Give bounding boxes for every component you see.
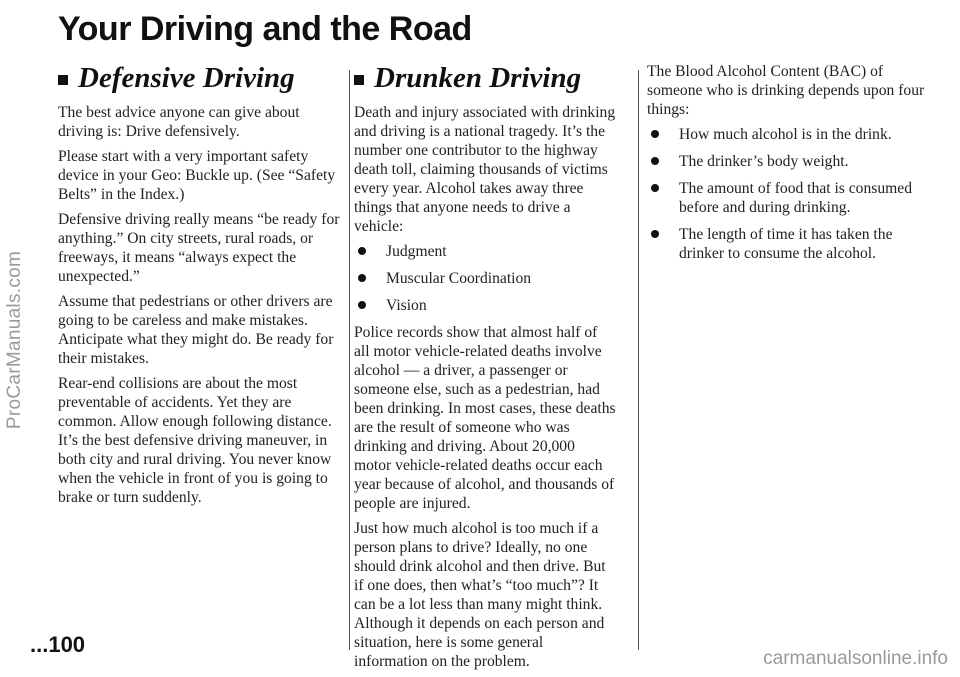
bullet-dot-icon bbox=[358, 301, 366, 309]
drunken-driving-section bbox=[354, 62, 616, 677]
square-bullet-icon bbox=[58, 75, 68, 85]
list-item bbox=[647, 152, 937, 171]
column-divider-1 bbox=[349, 70, 350, 650]
bullet-dot-icon bbox=[358, 274, 366, 282]
side-watermark-text: ProCarManuals.com bbox=[4, 250, 25, 430]
page-title: Your Driving and the Road bbox=[58, 10, 472, 48]
list-item-text: Muscular Coordination bbox=[386, 270, 532, 287]
square-bullet-icon bbox=[354, 75, 364, 85]
list-item bbox=[647, 225, 937, 263]
bullet-dot-icon bbox=[651, 184, 659, 192]
list-item-text: The drinker’s body weight. bbox=[679, 153, 849, 170]
bottom-watermark: carmanualsonline.info bbox=[763, 648, 948, 669]
drunken-driving-header bbox=[354, 62, 616, 95]
bullet-dot-icon bbox=[651, 157, 659, 165]
paragraph: The best advice anyone can give about driving is: Drive defensively. bbox=[58, 104, 300, 140]
list-item-text: How much alcohol is in the drink. bbox=[679, 126, 892, 143]
defensive-driving-header bbox=[58, 62, 343, 95]
column-divider-2 bbox=[638, 70, 639, 650]
paragraph: Rear-end collisions are about the most preventable of accidents. Yet they are common. Allow enough following distance. It’s the best defensive driving maneuver, in both city and rural driving. You never know when the vehicle in front of you is going to brake or turn suddenly. bbox=[58, 375, 332, 506]
drunken-driving-heading: Drunken Driving bbox=[374, 62, 582, 94]
list-item-text: The length of time it has taken the drinker to consume the alcohol. bbox=[679, 226, 893, 262]
list-item bbox=[647, 179, 937, 217]
paragraph: Police records show that almost half of all motor vehicle-related deaths involve alcohol — a driver, a passenger or someone else, such as a pedestrian, had been drinking. In most cases, these deaths are the result of someone who was drinking and driving. About 20,000 motor vehicle-related deaths occur each year because of alcohol, and thousands of people are injured. bbox=[354, 324, 616, 512]
list-item bbox=[354, 296, 616, 315]
defensive-driving-section bbox=[58, 62, 343, 513]
bullet-dot-icon bbox=[651, 130, 659, 138]
defensive-driving-heading: Defensive Driving bbox=[78, 62, 295, 94]
paragraph: Just how much alcohol is too much if a person plans to drive? Ideally, no one should drink alcohol and then drive. But if one does, then what’s “too much”? It can be a lot less than many might think. Although it depends on each person and situation, here is some general information on the problem. bbox=[354, 520, 606, 670]
bac-section bbox=[647, 62, 937, 271]
bullet-dot-icon bbox=[358, 247, 366, 255]
list-item-text: The amount of food that is consumed before and during drinking. bbox=[679, 180, 912, 216]
impairment-list bbox=[354, 242, 616, 315]
paragraph: The Blood Alcohol Content (BAC) of someone who is drinking depends upon four things: bbox=[647, 63, 925, 118]
side-watermark bbox=[2, 60, 28, 620]
list-item bbox=[354, 269, 616, 288]
paragraph: Assume that pedestrians or other drivers are going to be careless and make mistakes. Anticipate what they might do. Be ready for their mistakes. bbox=[58, 293, 334, 367]
list-item bbox=[647, 125, 937, 144]
list-item-text: Vision bbox=[386, 297, 427, 314]
paragraph: Defensive driving really means “be ready for anything.” On city streets, rural roads, or freeways, it means “always expect the unexpected.” bbox=[58, 211, 340, 285]
paragraph: Death and injury associated with drinking and driving is a national tragedy. It’s the number one contributor to the highway death toll, claiming thousands of victims every year. Alcohol takes away three things that anyone needs to drive a vehicle: bbox=[354, 104, 616, 235]
bullet-dot-icon bbox=[651, 230, 659, 238]
bac-factors-list bbox=[647, 125, 937, 263]
paragraph: Please start with a very important safety device in your Geo: Buckle up. (See “Safety Belts” in the Index.) bbox=[58, 148, 336, 203]
list-item bbox=[354, 242, 616, 261]
page-number: ...100 bbox=[30, 632, 86, 657]
list-item-text: Judgment bbox=[386, 243, 447, 260]
